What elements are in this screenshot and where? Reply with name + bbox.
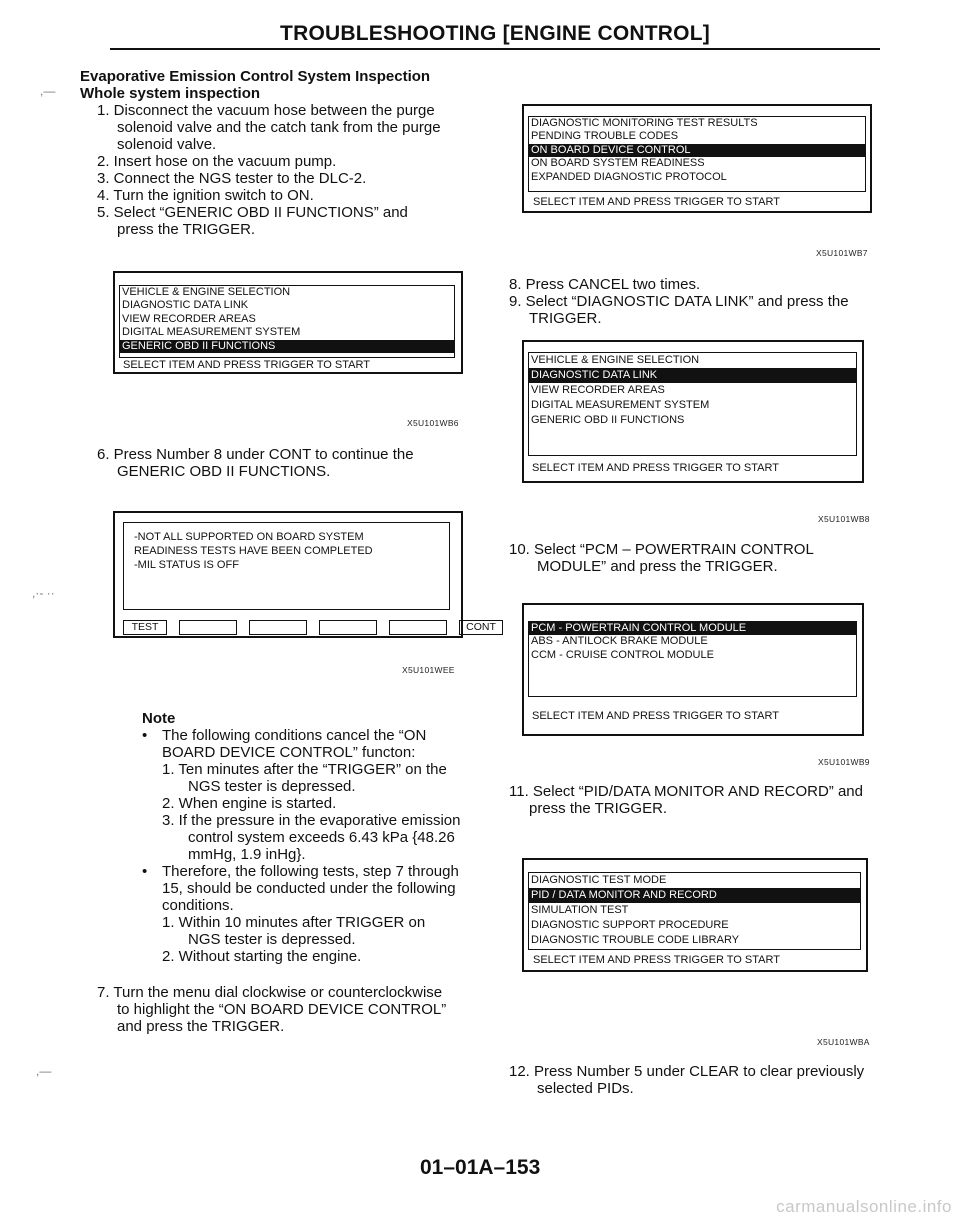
note-line: BOARD DEVICE CONTROL” functon: [162, 744, 416, 761]
blank-key [249, 620, 307, 635]
step-7-line: 7. Turn the menu dial clockwise or counterclockwise [97, 984, 443, 1001]
step-4: 4. Turn the ignition switch to ON. [97, 187, 314, 204]
figure-caption: X5U101WBA [817, 1037, 870, 1047]
header-rule [110, 48, 880, 50]
screen-footer: SELECT ITEM AND PRESS TRIGGER TO START [532, 710, 779, 722]
note-line: conditions. [162, 897, 234, 914]
note-line: control system exceeds 6.43 kPa {48.26 [188, 829, 455, 846]
menu-item-highlighted: DIAGNOSTIC DATA LINK [529, 368, 856, 383]
blank-key [179, 620, 237, 635]
menu-list [528, 621, 857, 697]
subsection-title: Whole system inspection [80, 85, 261, 102]
menu-item: PENDING TROUBLE CODES [531, 130, 679, 143]
menu-item: ABS - ANTILOCK BRAKE MODULE [531, 635, 708, 648]
menu-item: DIGITAL MEASUREMENT SYSTEM [122, 326, 301, 339]
step-7-line: to highlight the “ON BOARD DEVICE CONTROL” [117, 1001, 447, 1018]
note-line: The following conditions cancel the “ON [162, 727, 427, 744]
note-line: 2. When engine is started. [162, 795, 337, 812]
note-line: NGS tester is depressed. [188, 931, 356, 948]
menu-item: DIAGNOSTIC DATA LINK [122, 299, 249, 312]
menu-item: DIAGNOSTIC TEST MODE [531, 874, 667, 886]
menu-item: DIAGNOSTIC SUPPORT PROCEDURE [531, 919, 729, 931]
step-10-line: 10. Select “PCM – POWERTRAIN CONTROL [509, 541, 814, 558]
step-6-line: GENERIC OBD II FUNCTIONS. [117, 463, 331, 480]
tester-screen-readiness [113, 511, 496, 638]
menu-item: VIEW RECORDER AREAS [531, 384, 665, 396]
figure-caption: X5U101WB8 [818, 514, 870, 524]
note-line: 2. Without starting the engine. [162, 948, 362, 965]
menu-item: ON BOARD SYSTEM READINESS [531, 157, 705, 170]
menu-item-highlighted: PID / DATA MONITOR AND RECORD [529, 888, 860, 903]
menu-list [119, 285, 455, 358]
tester-screen-pcm-menu [522, 858, 868, 972]
margin-mark: ,— [36, 1064, 52, 1078]
step-11-line: 11. Select “PID/DATA MONITOR AND RECORD” and [509, 783, 863, 800]
step-3: 3. Connect the NGS tester to the DLC-2. [97, 170, 367, 187]
bullet-icon: • [142, 727, 148, 744]
tester-screen-obd-functions [522, 104, 872, 213]
message-line: READINESS TESTS HAVE BEEN COMPLETED [134, 545, 373, 557]
menu-item: DIAGNOSTIC TROUBLE CODE LIBRARY [531, 934, 740, 946]
message-line: -NOT ALL SUPPORTED ON BOARD SYSTEM [134, 531, 364, 543]
function-keys [123, 620, 503, 635]
menu-item: SIMULATION TEST [531, 904, 629, 916]
step-5-line: 5. Select “GENERIC OBD II FUNCTIONS” and [97, 204, 408, 221]
menu-item: CCM - CRUISE CONTROL MODULE [531, 648, 714, 661]
step-12-line: selected PIDs. [537, 1080, 634, 1097]
menu-item-highlighted: GENERIC OBD II FUNCTIONS [120, 340, 454, 353]
note-title: Note [142, 710, 176, 727]
note-line: 1. Within 10 minutes after TRIGGER on [162, 914, 426, 931]
step-7-line: and press the TRIGGER. [117, 1018, 285, 1035]
menu-item-highlighted: PCM - POWERTRAIN CONTROL MODULE [529, 622, 856, 635]
step-1-line: solenoid valve and the catch tank from the purge [117, 119, 441, 136]
figure-caption: X5U101WB6 [407, 418, 459, 428]
menu-item: EXPANDED DIAGNOSTIC PROTOCOL [531, 170, 727, 183]
step-12-line: 12. Press Number 5 under CLEAR to clear previously [509, 1063, 865, 1080]
step-8: 8. Press CANCEL two times. [509, 276, 701, 293]
menu-item: VEHICLE & ENGINE SELECTION [122, 286, 291, 298]
note-line: 15, should be conducted under the following [162, 880, 456, 897]
figure-caption: X5U101WEE [402, 665, 455, 675]
page-header-title: TROUBLESHOOTING [ENGINE CONTROL] [280, 22, 710, 45]
menu-list [528, 352, 857, 456]
menu-item: GENERIC OBD II FUNCTIONS [531, 414, 685, 426]
step-11-line: press the TRIGGER. [529, 800, 668, 817]
screen-footer: SELECT ITEM AND PRESS TRIGGER TO START [532, 462, 779, 474]
figure-caption: X5U101WB9 [818, 757, 870, 767]
screen-footer: SELECT ITEM AND PRESS TRIGGER TO START [123, 359, 370, 371]
page-number: 01–01A–153 [420, 1156, 541, 1179]
step-10-line: MODULE” and press the TRIGGER. [537, 558, 778, 575]
section-title: Evaporative Emission Control System Inspection [80, 68, 431, 85]
message-area [123, 522, 450, 610]
step-9-line: TRIGGER. [529, 310, 602, 327]
menu-item: VIEW RECORDER AREAS [122, 312, 256, 325]
note-line: 3. If the pressure in the evaporative emission [162, 812, 461, 829]
menu-list [528, 116, 866, 192]
menu-item: DIGITAL MEASUREMENT SYSTEM [531, 399, 710, 411]
test-key: TEST [123, 620, 167, 635]
tester-screen-menu [113, 271, 463, 374]
step-5-line: press the TRIGGER. [117, 221, 256, 238]
screen-footer: SELECT ITEM AND PRESS TRIGGER TO START [533, 196, 780, 208]
tester-screen-main-menu [522, 340, 864, 483]
note-line: NGS tester is depressed. [188, 778, 356, 795]
cont-key: CONT [459, 620, 503, 635]
note-line: mmHg, 1.9 inHg}. [188, 846, 306, 863]
bullet-icon: • [142, 863, 148, 880]
menu-item-highlighted: ON BOARD DEVICE CONTROL [529, 144, 865, 157]
blank-key [319, 620, 377, 635]
step-2: 2. Insert hose on the vacuum pump. [97, 153, 337, 170]
step-9-line: 9. Select “DIAGNOSTIC DATA LINK” and press the [509, 293, 849, 310]
menu-item: DIAGNOSTIC MONITORING TEST RESULTS [531, 117, 758, 129]
step-1-line: 1. Disconnect the vacuum hose between the purge [97, 102, 435, 119]
note-line: 1. Ten minutes after the “TRIGGER” on the [162, 761, 447, 778]
screen-footer: SELECT ITEM AND PRESS TRIGGER TO START [533, 954, 780, 966]
note-line: Therefore, the following tests, step 7 through [162, 863, 459, 880]
step-1-line: solenoid valve. [117, 136, 217, 153]
tester-screen-module-select [522, 603, 864, 736]
figure-caption: X5U101WB7 [816, 248, 868, 258]
step-6-line: 6. Press Number 8 under CONT to continue the [97, 446, 414, 463]
watermark: carmanualsonline.info [776, 1197, 952, 1216]
menu-list [528, 872, 861, 950]
margin-mark: ,·‐ ·· [32, 586, 55, 600]
message-line: -MIL STATUS IS OFF [134, 559, 239, 571]
blank-key [389, 620, 447, 635]
menu-item: VEHICLE & ENGINE SELECTION [531, 354, 700, 366]
margin-mark: ,— [40, 84, 56, 98]
